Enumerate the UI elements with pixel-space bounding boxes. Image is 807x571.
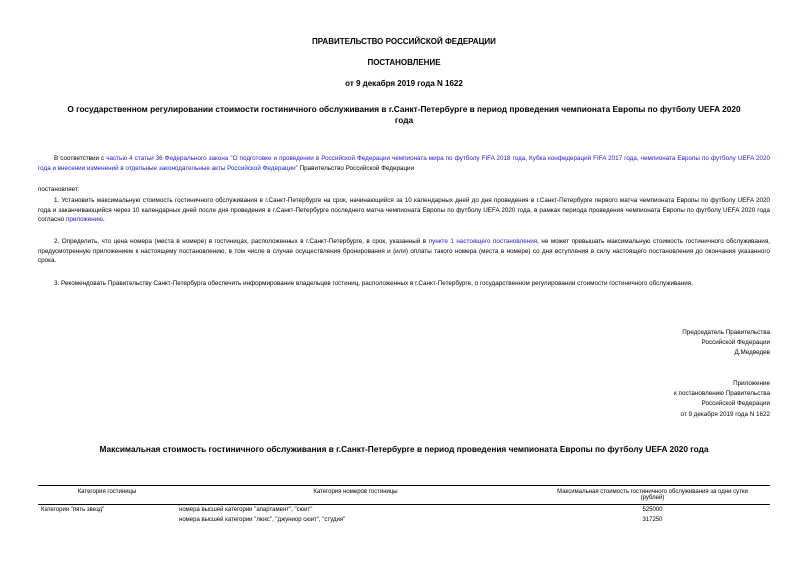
document-title-line1: О государственном регулировании стоимости гостиничного обслуживания в г.Санкт-Петербурге в период проведения чемпионата Европы по футболу UEFA 2020 [67,104,741,114]
item-1-text: 1. Установить максимальную стоимость гостиничного обслуживания в г.Санкт-Петербурге на срок, начинающийся за 10 календарных дней до дня проведения в г.Санкт-Петербурге первого матча чемпионата Европы по футболу UEFA 2020 года и заканчивающийся через 10 календарных дней после дня проведения в г.Санкт-Петербурге последнего матча чемпионата Европы по футболу UEFA 2020 года, в рамках периода проведения чемпионата Европы по футболу UEFA 2020 года согласно [38,197,770,224]
header-category: Категория гостиницы [38,486,176,505]
item-1-reference-link[interactable]: пункте 1 настоящего постановления [428,238,538,245]
date-number: от 9 декабря 2019 года N 1622 [345,79,463,88]
appendix-note-line2: к постановлению Правительства [674,390,770,398]
table-row [38,505,770,516]
appendix-link[interactable]: приложению [65,216,103,224]
row-category: Категория "пять звезд" [41,507,105,513]
table-header-row [38,486,770,505]
header-max-cost-line1: Максимальная стоимость гостиничного обслуживания за одни сутки [557,489,748,495]
decides-label: постановляет: [38,186,80,193]
signature-org: Российской Федерации [701,339,770,347]
row-room: номера высшей категории "люкс", "джуниор сюит", "студия" [179,517,346,523]
row-room: номера высшей категории "апартамент", "сюит" [179,507,313,513]
row-value: 317250 [642,517,663,523]
government-heading: ПРАВИТЕЛЬСТВО РОССИЙСКОЙ ФЕДЕРАЦИИ [312,37,496,46]
law-reference-link[interactable]: частью 4 статьи 36 Федерального закона "О подготовке и проведении в Российской Федерации чемпионата мира по футболу FIFA 2018 года, Кубка конфедераций FIFA 2017 года, чемпионата Европы по футболу UEFA 2020 года и внесении изменений в отдельные законодательные акты Российской Федерации" [38,155,770,172]
item-1-end: . [102,216,105,224]
appendix-note-line4: от 9 декабря 2019 года N 1622 [680,410,770,418]
item-1-paragraph [38,196,770,225]
document-title-line2: года [394,115,414,125]
preamble-text-end: Правительство Российской Федерации [297,164,415,172]
appendix-title: Максимальная стоимость гостиничного обслуживания в г.Санкт-Петербурге в период проведения чемпионата Европы по футболу UEFA 2020 года [99,444,709,454]
document-title [38,104,770,126]
header-max-cost [535,486,770,505]
preamble-text: В соответствии с [54,155,107,162]
header-max-cost-line2: (рублей) [640,495,665,501]
item-3-paragraph: 3. Рекомендовать Правительству Санкт-Петербурга обеспечить информирование владельцев гостиниц, расположенных в г.Санкт-Петербурге, о государственном регулировании стоимости гостиничного обслуживания. [54,280,693,287]
row-category [38,515,176,525]
signature-name: Д.Медведев [734,349,770,357]
appendix-note-line3: Российской Федерации [701,400,770,408]
doc-type-heading: ПОСТАНОВЛЕНИЕ [367,58,441,67]
appendix-note [570,379,770,420]
row-value: 525000 [642,507,663,513]
appendix-note-line1: Приложение [733,380,770,387]
item-2-text: 2. Определить, что цена номера (места в номере) в гостиницах, расположенных в г.Санкт-Петербурге, в срок, указанный в [54,238,429,245]
header-room-category: Категория номеров гостиницы [176,486,535,505]
rates-table [38,485,770,525]
signature-block [570,328,770,359]
preamble-paragraph [38,154,770,173]
table-row [38,515,770,525]
item-2-paragraph [38,237,770,266]
signature-position: Председатель Правительства [682,329,770,336]
item-2-text-end: , не может превышать максимальную стоимость гостиничного обслуживания, предусмотренную приложением к настоящему постановлению, в том числе в случае осуществления бронирования и (или) оплаты такого номера (места в номере) со дня вступления в силу настоящего постановления до окончания указанного срока. [38,238,770,265]
